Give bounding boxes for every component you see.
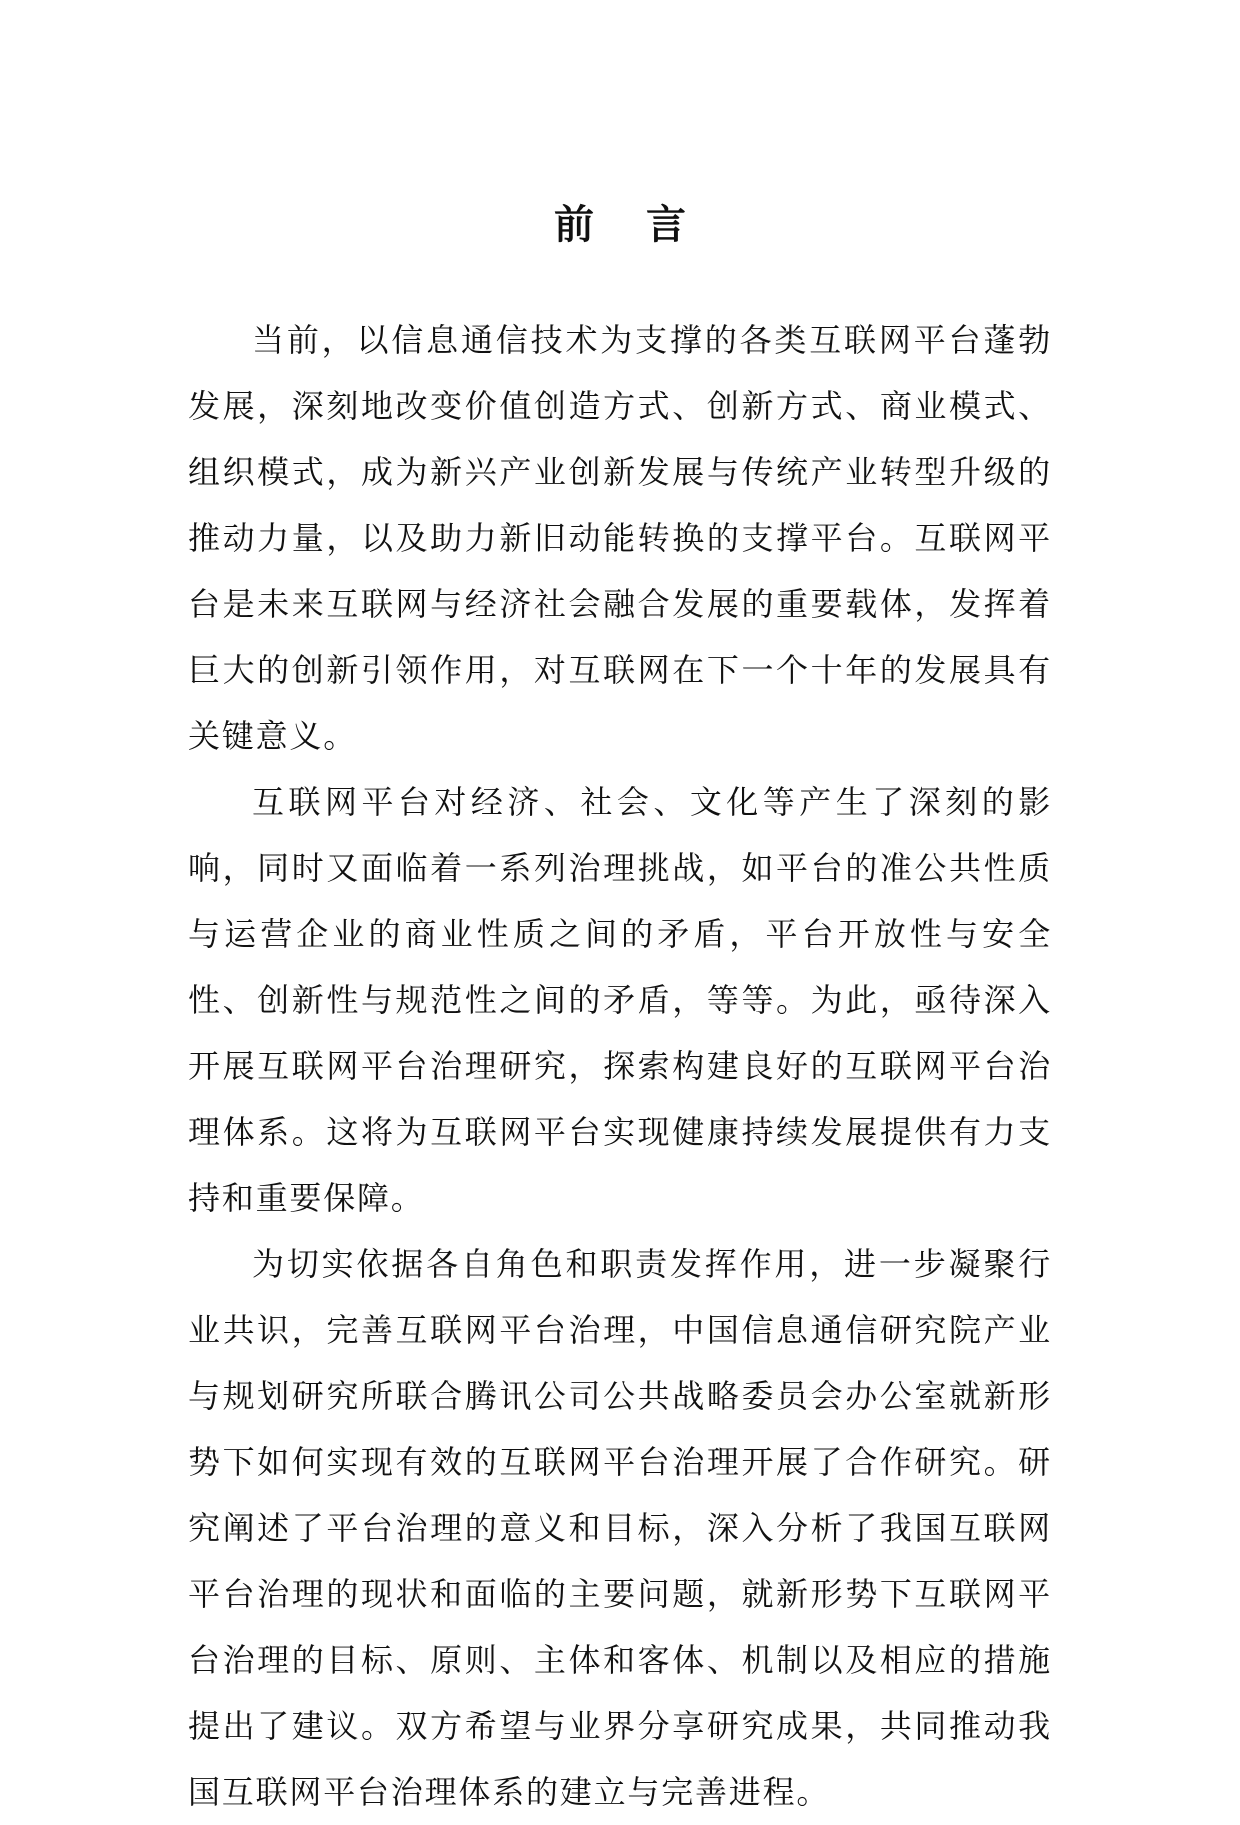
- page-title: 前言: [554, 202, 738, 248]
- document-body: [188, 307, 1052, 1825]
- paragraph-1: 当前，以信息通信技术为支撑的各类互联网平台蓬勃发展，深刻地改变价值创造方式、创新方式、商业模式、组织模式，成为新兴产业创新发展与传统产业转型升级的推动力量，以及助力新旧动能转换的支撑平台。互联网平台是未来互联网与经济社会融合发展的重要载体，发挥着巨大的创新引领作用，对互联网在下一个十年的发展具有关键意义。: [188, 321, 1052, 755]
- paragraph-2: 互联网平台对经济、社会、文化等产生了深刻的影响，同时又面临着一系列治理挑战，如平台的准公共性质与运营企业的商业性质之间的矛盾，平台开放性与安全性、创新性与规范性之间的矛盾，等等。为此，亟待深入开展互联网平台治理研究，探索构建良好的互联网平台治理体系。这将为互联网平台实现健康持续发展提供有力支持和重要保障。: [188, 783, 1052, 1217]
- paragraph-3: 为切实依据各自角色和职责发挥作用，进一步凝聚行业共识，完善互联网平台治理，中国信息通信研究院产业与规划研究所联合腾讯公司公共战略委员会办公室就新形势下如何实现有效的互联网平台治理开展了合作研究。研究阐述了平台治理的意义和目标，深入分析了我国互联网平台治理的现状和面临的主要问题，就新形势下互联网平台治理的目标、原则、主体和客体、机制以及相应的措施提出了建议。双方希望与业界分享研究成果，共同推动我国互联网平台治理体系的建立与完善进程。: [188, 1245, 1052, 1811]
